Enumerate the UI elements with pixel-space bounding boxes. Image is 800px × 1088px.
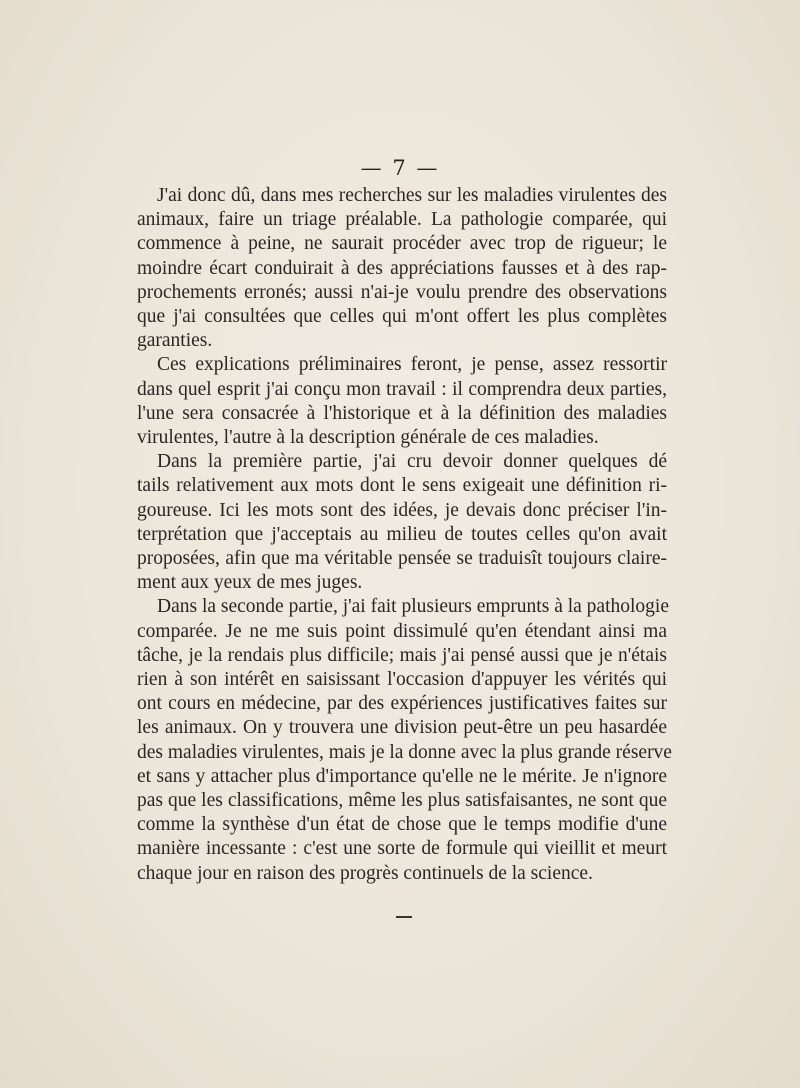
text-line: chaque jour en raison des progrès continuels de la science. (137, 862, 593, 884)
text-line: l'une sera consacrée à l'historique et à la définition des maladies (137, 402, 667, 424)
body-text (137, 184, 672, 886)
text-line: animaux, faire un triage préalable. La pathologie comparée, qui (137, 209, 667, 231)
text-line: tâche, je la rendais plus difficile; mais j'ai pensé aussi que je n'étais (137, 644, 667, 666)
text-line: goureuse. Ici les mots sont des idées, je devais donc préciser l'in- (137, 499, 667, 521)
paragraph-3 (137, 450, 667, 595)
text-line: terprétation que j'acceptais au milieu de toutes celles qu'on avait (137, 523, 667, 545)
text-line: Ces explications préliminaires feront, je pense, assez ressortir (157, 354, 667, 376)
paragraph-2 (137, 353, 667, 450)
text-line: garanties. (137, 330, 213, 352)
text-line: des maladies virulentes, mais je la donne avec la plus grande réserve (137, 741, 672, 763)
text-line: tails relativement aux mots dont le sens exigeait une définition ri- (137, 475, 667, 497)
text-line: les animaux. On y trouvera une division peut-être un peu hasardée (137, 717, 667, 739)
text-line: commence à peine, ne saurait procéder avec trop de rigueur; le (137, 233, 667, 255)
text-line: Dans la première partie, j'ai cru devoir donner quelques dé (157, 451, 667, 473)
text-line: prochements erronés; aussi n'ai-je voulu prendre des observations (137, 281, 667, 303)
text-line: dans quel esprit j'ai conçu mon travail : il comprendra deux parties, (137, 378, 667, 400)
text-line: manière incessante : c'est une sorte de formule qui vieillit et meurt (137, 838, 667, 860)
paragraph-4 (137, 595, 672, 885)
text-line: pas que les classifications, même les plus satisfaisantes, ne sont que (137, 790, 667, 812)
text-line: comme la synthèse d'un état de chose que le temps modifie d'une (137, 814, 667, 836)
text-line: moindre écart conduirait à des appréciations fausses et à des rap- (137, 257, 667, 279)
text-line: et sans y attacher plus d'importance qu'elle ne le mérite. Je n'ignore (137, 765, 667, 787)
text-line: que j'ai consultées que celles qui m'ont offert les plus complètes (137, 306, 667, 328)
text-line: Dans la seconde partie, j'ai fait plusieurs emprunts à la pathologie (157, 596, 669, 618)
page-number: — 7 — (360, 156, 440, 180)
text-line: ont cours en médecine, par des expériences justificatives faites sur (137, 693, 667, 715)
text-line: proposées, afin que ma véritable pensée se traduisît toujours claire- (137, 548, 667, 570)
paragraph-1 (137, 184, 667, 353)
text-line: ment aux yeux de mes juges. (137, 572, 363, 594)
text-line: J'ai donc dû, dans mes recherches sur les maladies virulentes des (157, 185, 667, 206)
text-line: comparée. Je ne me suis point dissimulé qu'en étendant ainsi ma (137, 620, 667, 642)
text-line: rien à son intérêt en saisissant l'occasion d'appuyer les vérités qui (137, 669, 667, 691)
text-line: virulentes, l'autre à la description générale de ces maladies. (137, 427, 599, 449)
end-rule (396, 916, 412, 918)
